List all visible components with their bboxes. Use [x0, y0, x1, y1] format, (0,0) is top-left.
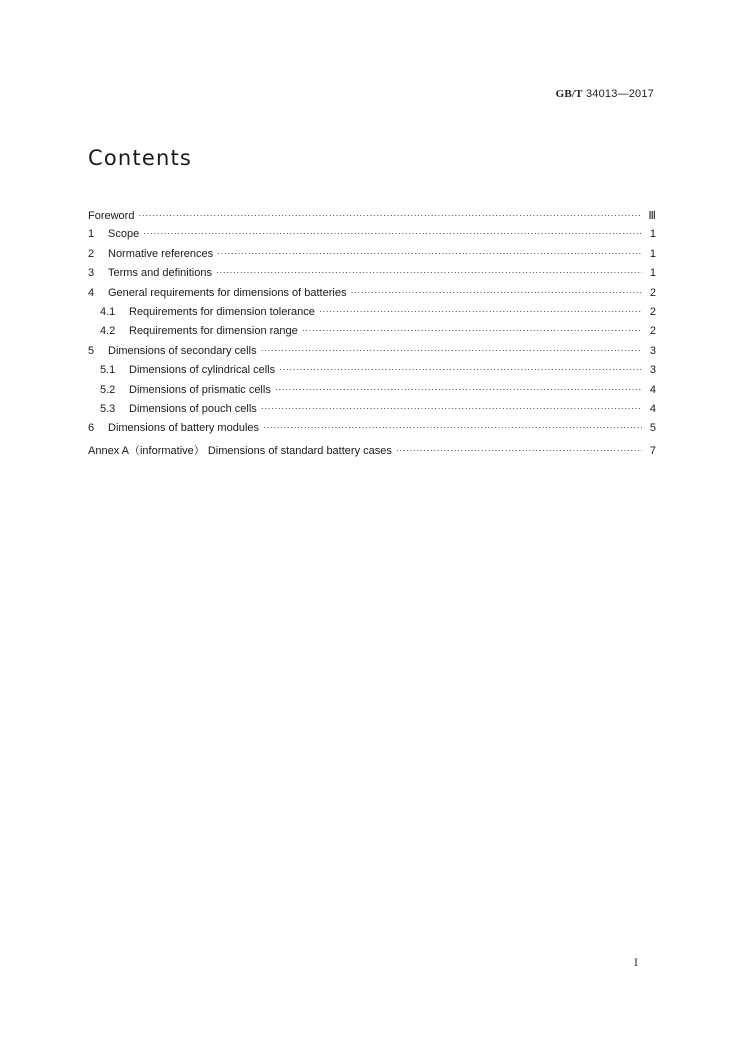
toc-entry-number: 1 — [88, 228, 95, 241]
toc-entry-page: 1 — [649, 267, 656, 280]
toc-leader-dots — [302, 326, 642, 335]
toc-entry-annex-a[interactable] — [88, 442, 656, 461]
toc-entry-page: 2 — [649, 305, 656, 318]
toc-entry-text: Normative references — [108, 247, 214, 260]
toc-leader-dots — [217, 249, 642, 258]
toc-entry-text: Dimensions of cylindrical cells — [129, 364, 276, 377]
toc-entry-text: Scope — [108, 228, 140, 241]
toc-leader-dots — [143, 229, 642, 238]
table-of-contents — [88, 209, 656, 461]
toc-entry-number: 3 — [88, 267, 95, 280]
toc-entry-number: 5 — [88, 344, 95, 357]
toc-leader-dots — [275, 385, 642, 394]
toc-entry-text: General requirements for dimensions of batteries — [108, 286, 347, 299]
toc-leader-dots — [216, 268, 642, 277]
page-title: Contents — [88, 146, 193, 170]
toc-entry-page: 7 — [649, 444, 656, 457]
toc-entry-text: Requirements for dimension tolerance — [129, 305, 315, 318]
toc-entry-page: 1 — [649, 247, 656, 260]
toc-entry-number: 2 — [88, 247, 95, 260]
toc-leader-dots — [263, 423, 642, 432]
toc-entry-general-requirements[interactable] — [88, 287, 656, 306]
toc-entry-text: Dimensions of prismatic cells — [129, 383, 271, 396]
toc-entry-number: 5.2 — [100, 383, 116, 396]
toc-entry-page: 2 — [649, 286, 656, 299]
toc-entry-number: 6 — [88, 422, 95, 435]
toc-entry-pouch-cells[interactable] — [88, 403, 656, 422]
toc-leader-dots — [319, 307, 642, 316]
toc-entry-dimension-tolerance[interactable] — [88, 306, 656, 325]
toc-leader-dots — [279, 365, 642, 374]
toc-entry-page: 3 — [649, 344, 656, 357]
toc-leader-dots — [396, 446, 642, 455]
toc-entry-terms-and-definitions[interactable] — [88, 267, 656, 286]
toc-entry-page: 4 — [649, 383, 656, 396]
toc-entry-scope[interactable] — [88, 228, 656, 247]
toc-entry-text: Dimensions of battery modules — [108, 422, 260, 435]
toc-entry-battery-modules[interactable] — [88, 422, 656, 441]
toc-entry-number: 4.2 — [100, 325, 116, 338]
toc-entry-text: Annex A（informative） Dimensions of standard battery cases — [88, 444, 392, 457]
toc-leader-dots — [261, 404, 642, 413]
standard-number: 34013—2017 — [585, 88, 654, 100]
toc-entry-cylindrical-cells[interactable] — [88, 364, 656, 383]
toc-entry-number: 5.3 — [100, 402, 116, 415]
standard-code — [556, 88, 654, 100]
toc-entry-foreword[interactable] — [88, 209, 656, 228]
toc-leader-dots — [138, 211, 642, 220]
toc-entry-page: 1 — [649, 228, 656, 241]
toc-entry-text: Requirements for dimension range — [129, 325, 298, 338]
toc-entry-text: Dimensions of secondary cells — [108, 344, 257, 357]
toc-entry-text: Dimensions of pouch cells — [129, 402, 257, 415]
toc-entry-page: 2 — [649, 325, 656, 338]
page-number: I — [634, 955, 638, 969]
toc-entry-page: 5 — [649, 422, 656, 435]
toc-entry-number: 4.1 — [100, 305, 116, 318]
toc-entry-prismatic-cells[interactable] — [88, 384, 656, 403]
toc-entry-text: Foreword — [88, 210, 135, 222]
toc-entry-text: Terms and definitions — [108, 267, 212, 280]
toc-entry-secondary-cells[interactable] — [88, 345, 656, 364]
toc-entry-number: 4 — [88, 286, 95, 299]
toc-leader-dots — [350, 288, 642, 297]
toc-entry-dimension-range[interactable] — [88, 325, 656, 344]
toc-entry-number: 5.1 — [100, 364, 116, 377]
toc-entry-page: 3 — [649, 364, 656, 377]
toc-entry-normative-references[interactable] — [88, 248, 656, 267]
toc-leader-dots — [261, 346, 642, 355]
toc-entry-page: Ⅲ — [648, 210, 656, 222]
standard-prefix: GB/T — [555, 88, 583, 100]
toc-entry-page: 4 — [649, 402, 656, 415]
